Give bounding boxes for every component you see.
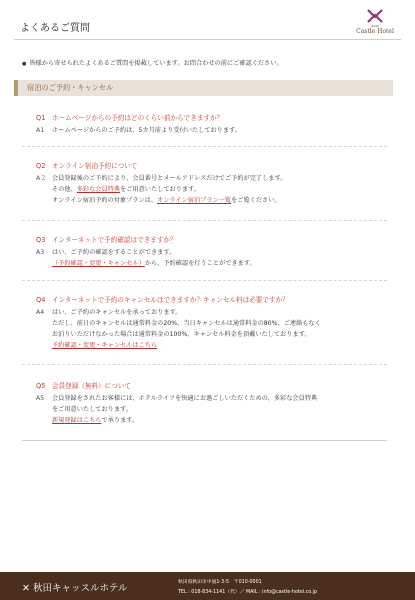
footer-logo[interactable]: ✕ 秋田キャッスルホテル bbox=[22, 583, 128, 594]
castle-crest-icon: ✕ bbox=[22, 583, 30, 594]
faq-divider bbox=[22, 146, 387, 147]
castle-crest-icon bbox=[366, 8, 384, 24]
faq-answer-2: A２ 会員登録後のご予約により、会員番号とメールアドレスだけでご予約が完了します。 その他、多彩な会員特典をご用意いたしております。 オンライン宿泊予約の対象プランは、オンライン宿泊プラン一覧をご覧ください。 bbox=[36, 175, 287, 204]
intro-text: ● 皆様から寄せられたよくあるご質問を掲載しています。お問合わせの前にご確認ください。 bbox=[22, 60, 283, 67]
content-end-divider bbox=[22, 440, 387, 441]
faq-question-4: Q4 インターネットで予約のキャンセルはできますか？キャンセル料は必要ですか？ bbox=[36, 296, 289, 304]
page-header bbox=[0, 0, 415, 40]
online-plans-link[interactable]: オンライン宿泊プラン一覧 bbox=[157, 197, 232, 204]
faq-answer-3: A3 はい、ご予約の確認をすることができます。 （予約確認・変更・キャンセル）から、予約確認を行うことができます。 bbox=[36, 249, 256, 267]
faq-divider bbox=[22, 364, 387, 365]
faq-question-3: Q3 インターネットで予約確認はできますか？ bbox=[36, 236, 177, 244]
new-registration-link[interactable]: 新規登録はこちら bbox=[52, 417, 102, 424]
faq-question-2: Q2 オンライン宿泊予約について bbox=[36, 162, 138, 170]
faq-answer-1: A1 ホームページからのご予約は、5カ月前より受付いたしております。 bbox=[36, 127, 241, 134]
hotel-logo[interactable] bbox=[351, 8, 399, 35]
faq-question-5: Q5 会員登録（無料）について bbox=[36, 382, 131, 390]
header-divider bbox=[14, 39, 401, 40]
faq-divider bbox=[22, 220, 387, 221]
logo-subtitle: Akita bbox=[371, 24, 379, 28]
member-benefits-link[interactable]: 多彩な会員特典 bbox=[76, 186, 121, 193]
faq-divider bbox=[22, 280, 387, 281]
footer-contact: TEL : 018-834-1141（代）／ MAIL : info@castle-hotel.co.jp bbox=[178, 590, 317, 595]
cancellation-link[interactable]: 予約確認・変更・キャンセルはこちら bbox=[52, 342, 158, 349]
page-title: よくあるご質問 bbox=[20, 23, 90, 34]
faq-answer-4: A4 はい、ご予約のキャンセルを承っております。 ただし、前日のキャンセルは通常料金の20%、当日キャンセルは通常料金の80%、ご連絡もなく お泊りいただけなかった場合は通常料金の100%、キャンセル料金を頂戴いたしております。 予約確認・変更・キャンセルはこちら bbox=[36, 309, 321, 349]
footer-address: 秋田県秋田市中通1-3-5 〒010-0001 bbox=[178, 580, 262, 585]
faq-question-1: Q1 ホームページからの予約はどのくらい前からできますか？ bbox=[36, 114, 224, 122]
logo-brand-name: Castle Hotel bbox=[356, 28, 394, 35]
page-footer bbox=[0, 572, 415, 600]
section-heading bbox=[14, 80, 393, 96]
faq-answer-5: A5 会員登録をされたお客様には、ホテルライフを快適にお過ごしいただくための、多彩な会員特典 をご用意いたしております。 新規登録はこちらで承ります。 bbox=[36, 395, 318, 424]
section-title: 宿泊のご予約・キャンセル bbox=[27, 83, 114, 92]
reservation-check-link[interactable]: （予約確認・変更・キャンセル） bbox=[52, 260, 145, 267]
bullet-icon: ● bbox=[22, 61, 27, 67]
